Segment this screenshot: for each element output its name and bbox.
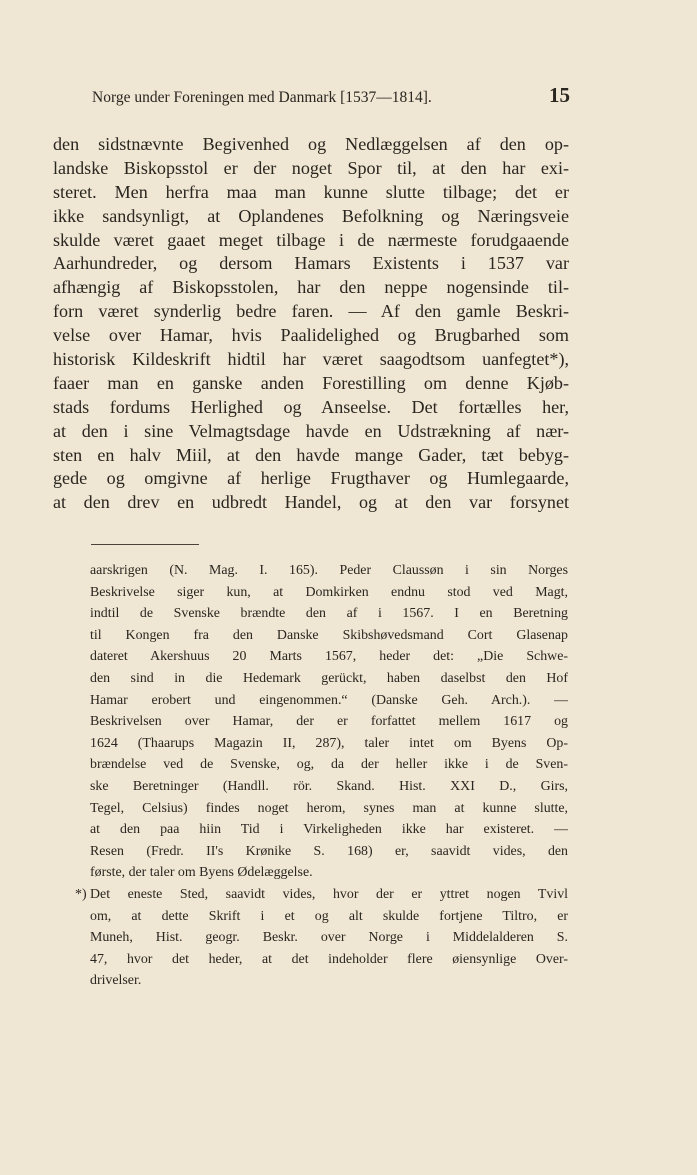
text-line: historisk Kildeskrift hidtil har været saagodtsom uanfegtet*), [53,349,569,370]
text-line: gede og omgivne af herlige Frugthaver og Humlegaarde, [53,468,569,489]
text-line: stads fordums Herlighed og Anseelse. Det fortælles her, [53,396,569,417]
text-line: at den i sine Velmagtsdage havde en Udstrækning af nær- [53,420,569,441]
footnote-line: brændelse ved de Svenske, og, da der heller ikke i de Sven- [90,757,568,773]
footnote-line: første, der taler om Byens Ødelæggelse. [90,865,313,881]
footnote-line: aarskrigen (N. Mag. I. 165). Peder Claussøn i sin Norges [90,563,568,578]
footnote-line: til Kongen fra den Danske Skibshøvedsmand Cort Glasenap [90,627,568,643]
footnote-line: Hamar erobert und eingenommen.“ (Danske Geh. Arch.). — [90,692,568,708]
text-line: steret. Men herfra maa man kunne slutte tilbage; det er [53,181,569,202]
footnote-line: ske Beretninger (Handll. rör. Skand. Hist. XXI D., Girs, [90,778,568,794]
footnote-line: drivelser. [90,973,142,989]
running-title: Norge under Foreningen med Danmark [1537—1814]. [92,89,432,106]
text-line: skulde været gaaet meget tilbage i de nærmeste forudgaaende [53,229,569,250]
page-number: 15 [549,83,570,107]
footnote-rule [91,544,199,545]
footnote-line: dateret Akershuus 20 Marts 1567, heder det: „Die Schwe- [90,649,568,665]
text-line: velse over Hamar, hvis Paalidelighed og Brugbarhed som [53,325,569,346]
footnote-line: at den paa hiin Tid i Virkeligheden ikke har existeret. — [90,822,568,838]
text-line: ikke sandsynligt, at Oplandenes Befolkning og Næringsveie [53,205,569,226]
text-line: forn været synderlig bedre faren. — Af den gamle Beskri- [53,301,569,322]
footnote-line: om, at dette Skrift i et og alt skulde fortjene Tiltro, er [90,908,568,924]
footnote-line: Resen (Fredr. II's Krønike S. 168) er, saavidt vides, den [90,843,568,859]
main-text [53,133,569,515]
text-line: afhængig af Biskopsstolen, har den neppe nogensinde til- [53,277,569,298]
text-line: sten en halv Miil, at den havde mange Gader, tæt bebyg- [53,444,569,465]
text-line: landske Biskopsstol er der noget Spor til, at den har exi- [53,157,569,178]
footnote-star [75,884,568,992]
text-line: faaer man en ganske anden Forestilling om denne Kjøb- [53,372,569,393]
footnote-continuation [90,560,568,884]
text-line: at den drev en udbredt Handel, og at den var forsynet [53,492,569,513]
text-line: den sidstnævnte Begivenhed og Nedlæggelsen af den op- [53,134,569,154]
footnote-line: indtil de Svenske brændte den af i 1567. I en Beretning [90,606,568,622]
footnote-line: Det eneste Sted, saavidt vides, hvor der er yttret nogen Tvivl [90,886,568,902]
footnote-line: Tegel, Celsius) findes noget herom, synes man at kunne slutte, [90,800,568,816]
footnote-line: 47, hvor det heder, at det indeholder flere øiensynlige Over- [90,951,568,967]
footnotes [75,560,568,992]
footnote-line: den sind in die Hedemark gerückt, haben daselbst den Hof [90,670,568,686]
footnote-line: Beskrivelse siger kun, at Domkirken endnu stod ved Magt, [90,584,568,600]
footnote-line: 1624 (Thaarups Magazin II, 287), taler intet om Byens Op- [90,735,568,751]
text-line: Aarhundreder, og dersom Hamars Existents i 1537 var [53,253,569,274]
footnote-marker: *) [75,886,87,902]
footnote-line: Beskrivelsen over Hamar, der er forfattet mellem 1617 og [90,714,568,730]
footnote-line: Muneh, Hist. geogr. Beskr. over Norge i Middelalderen S. [90,930,568,946]
running-head [92,83,570,110]
